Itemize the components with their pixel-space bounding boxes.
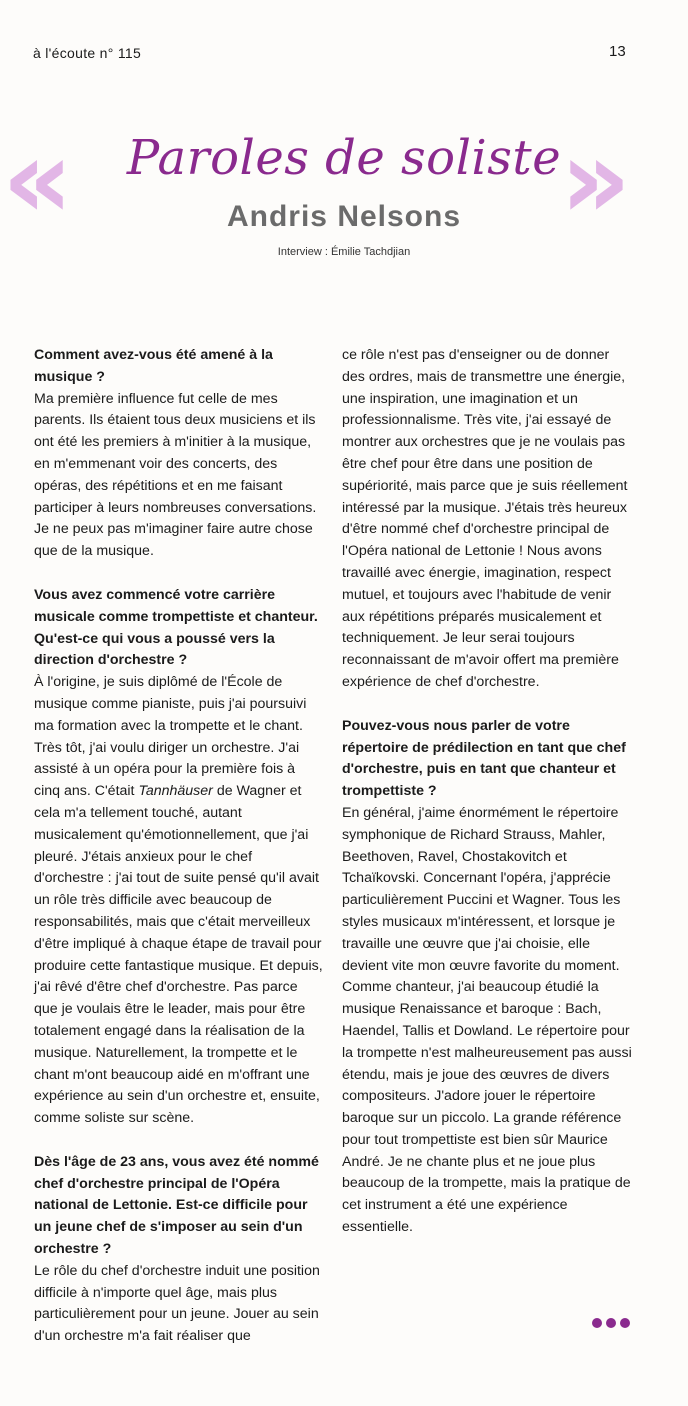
question-1: Comment avez-vous été amené à la musique ? [34, 347, 273, 385]
byline: Interview : Émilie Tachdjian [277, 246, 411, 258]
answer-4: En général, j'aime énormément le répertoire symphonique de Richard Strauss, Mahler, Beethoven, Ravel, Chostakovitch et Tchaïkovski. Concernant l'opéra, j'apprécie particulièrement Puccini et Wagner. Tous les styles musicaux m'intéressent, et lorsque je travaille une œuvre que j'ai choisie, elle devient vite mon œuvre favorite du moment. Comme chanteur, j'ai beaucoup étudié la musique Renaissance et baroque : Bach, Haendel, Tallis et Dowland. Le répertoire pour la trompette n'est malheureusement pas aussi étendu, mais je joue des œuvres de divers compositeurs. J'adore jouer le répertoire baroque sur un piccolo. La grande référence pour tout trompettiste est bien sûr Maurice André. Je ne chante plus et ne joue plus beaucoup de la trompette, mais la pratique de cet instrument a été une expérience essentielle. [342, 804, 632, 1236]
dot [592, 1318, 602, 1328]
answer-3: Le rôle du chef d'orchestre induit une position difficile à n'importe quel âge, mais plus particulièrement pour un jeune. Jouer au sein d'un orchestre m'a fait réaliser que [34, 1262, 320, 1345]
interviewee-name: Andris Nelsons [226, 200, 462, 233]
magazine-header: à l'écoute n° 115 [33, 45, 142, 61]
open-quote-decoration: « [2, 115, 52, 243]
left-column [34, 345, 324, 1348]
answer-2 [34, 672, 324, 1130]
answer-3-continued: ce rôle n'est pas d'enseigner ou de donner des ordres, mais de transmettre une énergie, une inspiration, une imagination et un professionnalisme. Très vite, j'ai essayé de montrer aux orchestres que je ne voulais pas être chef pour être dans une position de supériorité, mais parce que je suis réellement intéressé par la musique. J'étais très heureux d'être nommé chef d'orchestre principal de l'Opéra national de Lettonie ! Nous avons travaillé avec énergie, imagination, respect mutuel, et toujours avec l'habitude de venir aux répétitions préparés musicalement et techniquement. Je leur serai toujours reconnaissant de m'avoir offert ma première expérience de chef d'orchestre. [342, 347, 628, 690]
question-4: Pouvez-vous nous parler de votre répertoire de prédilection en tant que chef d'orchestre, puis en tant que chanteur et trompettiste ? [342, 717, 626, 800]
question-3: Dès l'âge de 23 ans, vous avez été nommé chef d'orchestre principal de l'Opéra national de Lettonie. Est-ce difficile pour un jeune chef de s'imposer au sein d'un orchestre ? [34, 1153, 319, 1258]
dot [620, 1318, 630, 1328]
answer-2-text-a: À l'origine, je suis diplômé de l'École de musique comme pianiste, puis j'ai poursuivi ma formation avec la trompette et le chant. Très tôt, j'ai voulu diriger un orchestre. J'ai assisté à un opéra pour la première fois à cinq ans. C'était [34, 674, 307, 800]
page-number: 13 [609, 43, 626, 60]
opera-title: Tannhäuser [138, 783, 213, 800]
article-title: Paroles de soliste [126, 130, 562, 186]
close-quote-decoration: » [560, 115, 610, 243]
three-dots-icon [592, 1318, 630, 1328]
question-2: Vous avez commencé votre carrière musicale comme trompettiste et chanteur. Qu'est-ce qui vous a poussé vers la direction d'orchestre ? [34, 586, 318, 669]
answer-2-text-b: de Wagner et cela m'a tellement touché, autant musicalement qu'émotionnellement, que j'ai pleuré. J'étais anxieux pour le chef d'orchestre : j'ai tout de suite pensé qu'il avait un rôle très difficile avec beaucoup de responsabilités, mais que c'était merveilleux d'être impliqué à chaque étape de travail pour produire cette fantastique musique. Et depuis, j'ai rêvé d'être chef d'orchestre. Pas parce que je voulais être le leader, mais pour être totalement engagé dans la réalisation de la musique. Naturellement, la trompette et le chant m'ont beaucoup aidé en m'offrant une expérience au sein d'un orchestre et, ensuite, comme soliste sur scène. [34, 783, 323, 1127]
answer-1: Ma première influence fut celle de mes parents. Ils étaient tous deux musiciens et ils ont été les premiers à m'initier à la musique, en m'emmenant voir des concerts, des opéras, des répétitions et en me faisant participer à leurs nombreuses conversations. Je ne peux pas m'imaginer faire autre chose que de la musique. [34, 390, 317, 560]
dot [606, 1318, 616, 1328]
right-column [342, 345, 632, 1239]
